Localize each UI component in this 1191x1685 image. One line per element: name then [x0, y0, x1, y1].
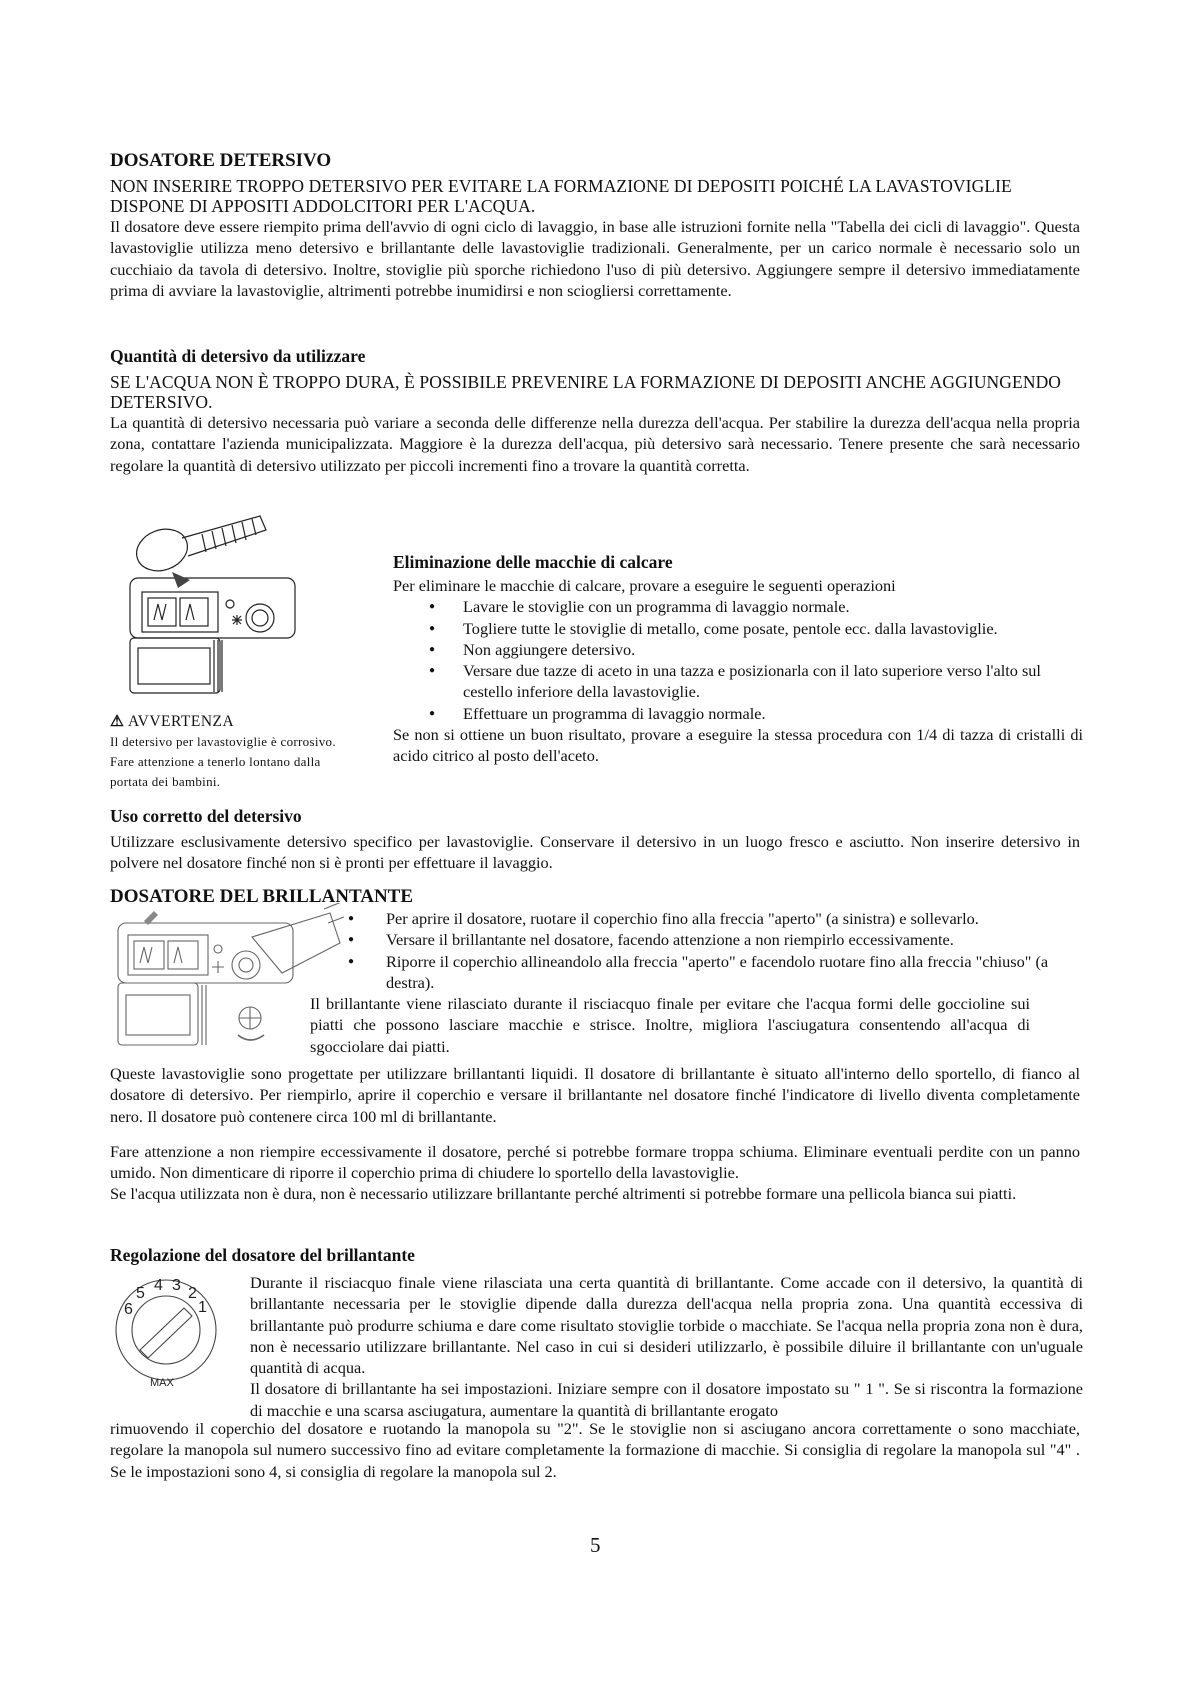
- dial-digit: 3: [172, 1277, 181, 1294]
- rinse-para-1: Queste lavastoviglie sono progettate per utilizzare brillantanti liquidi. Il dosatore di brillantante è situato all'interno dello sportello, di fianco al dosatore di detersivo. Per riempirlo, aprire il coperchio e versare il brillantante nel dosatore finché l'indicatore di livello diventa completamente nero. Il dosatore può contenere circa 100 ml di brillantante.: [110, 1064, 1080, 1126]
- dial-knob: [140, 1308, 192, 1358]
- subtitle-rinse-regulation: Regolazione del dosatore del brillantante: [110, 1245, 415, 1265]
- rinse-steps-list: [348, 908, 1085, 993]
- dial-ring: [116, 1280, 216, 1380]
- regulation-para-1: Durante il risciacquo finale viene rilasciata una certa quantità di brillantante. Come accade con il detersivo, la quantità di brillantante necessaria per le stoviglie dipende dalla durezza dell'acqua nella propria zona. Una quantità eccessiva di brillantante può produrre schiuma e dare come risultato stoviglie torbide o macchiate. Se l'acqua nella propria zona non è dura, non è necessario utilizzare brillantante. Nel caso in cui si desideri utilizzarlo, è possibile diluire il brillantante con un'uguale quantità di acqua.: [250, 1273, 1083, 1378]
- page-number: 5: [590, 1533, 601, 1557]
- quantity-caps-note: SE L'ACQUA NON È TROPPO DURA, È POSSIBILE PREVENIRE LA FORMAZIONE DI DEPOSITI ANCHE AGGIUNGENDO DETERSIVO.: [110, 372, 1062, 412]
- quantity-body-text: La quantità di detersivo necessaria può variare a seconda delle differenze nella durezza dell'acqua. Per stabilire la durezza dell'acqua nella propria zona, contattare l'azienda municipalizzata. Maggiore è la durezza dell'acqua, più detersivo sarà necessario. Tenere presente che sarà necessario regolare la quantità di detersivo utilizzato per piccoli incrementi fino a trovare la quantità corretta.: [110, 413, 1080, 475]
- limescale-step: ● Effettuare un programma di lavaggio normale.: [393, 703, 1083, 724]
- subtitle-detergent-quantity: Quantità di detersivo da utilizzare: [110, 346, 366, 366]
- rinse-para-2: Fare attenzione a non riempire eccessivamente il dosatore, perché si potrebbe formare troppa schiuma. Eliminare eventuali perdite con un panno umido. Non dimenticare di riporre il coperchio prima di chiudere lo sportello della lavastoviglie.: [110, 1141, 1080, 1183]
- detergent-dispenser-block: [110, 176, 1080, 301]
- scoop-bowl: [131, 522, 194, 577]
- dial-digit: 4: [154, 1277, 163, 1294]
- limescale-step: ● Versare due tazze di aceto in una tazza e posizionarla con il lato superiore verso l'alto sul cestello inferiore della lavastoviglie.: [393, 660, 1083, 703]
- limescale-outro: Se non si ottiene un buon risultato, provare a eseguire la stessa procedura con 1/4 di tazza di cristalli di acido citrico al posto dell'aceto.: [393, 725, 1083, 766]
- limescale-step: ● Togliere tutte le stoviglie di metallo, come posate, pentole ecc. dalla lavastoviglie.: [393, 618, 1083, 639]
- rinse-step: ● Riporre il coperchio allineandolo alla freccia "aperto" e facendolo ruotare fino alla freccia "chiuso" (a destra).: [348, 951, 1085, 994]
- detergent-dispenser-illustration: [120, 508, 320, 713]
- limescale-intro: Per eliminare le macchie di calcare, provare a eseguire le seguenti operazioni: [393, 576, 896, 595]
- section-title-detergent-dispenser: DOSATORE DETERSIVO: [110, 150, 332, 171]
- rinse-aid-dial-illustration: [110, 1272, 230, 1392]
- subtitle-limescale-removal: Eliminazione delle macchie di calcare: [393, 552, 673, 572]
- regulation-continuation: [110, 1418, 1080, 1482]
- section-title-rinse-aid-dispenser: DOSATORE DEL BRILLANTANTE: [110, 886, 414, 907]
- subtitle-correct-use: Uso corretto del detersivo: [110, 806, 302, 826]
- dial-digit: 2: [188, 1285, 197, 1302]
- correct-use-text: Utilizzare esclusivamente detersivo specifico per lavastoviglie. Conservare il detersivo in un luogo fresco e asciutto. Non inserire detersivo in polvere nel dosatore finché non si è pronti per effettuare il lavaggio.: [110, 832, 1080, 873]
- detergent-caps-warning: NON INSERIRE TROPPO DETERSIVO PER EVITARE LA FORMAZIONE DI DEPOSITI POICHÉ LA LAVASTOVIGLIE DISPONE DI APPOSITI ADDOLCITORI PER L'ACQUA.: [110, 176, 1012, 216]
- limescale-block: [393, 575, 1083, 767]
- regulation-para-2: Il dosatore di brillantante ha sei impostazioni. Iniziare sempre con il dosatore impostato su " 1 ". Se si riscontra la formazione di macchie e una scarsa asciugatura, aumentare la quantità di brillantante erogato: [250, 1379, 1083, 1420]
- correct-use-block: [110, 831, 1080, 874]
- rinse-step: ● Per aprire il dosatore, ruotare il coperchio fino alla freccia "aperto" (a sinistra) e sollevarlo.: [348, 908, 1085, 929]
- regulation-para-3: rimuovendo il coperchio del dosatore e ruotando la manopola su "2". Se le stoviglie non si asciugano ancora correttamente o sono macchiate, regolare la manopola sul numero successivo fino ad evitare completamente la formazione di macchie. Si consiglia di regolare la manopola sul "4" . Se le impostazioni sono 4, si consiglia di regolare la manopola sul 2.: [110, 1419, 1080, 1481]
- rinse-step: ● Versare il brillantante nel dosatore, facendo attenzione a non riempirlo eccessivamente.: [348, 929, 1085, 950]
- rinse-steps-block: [310, 908, 1085, 1057]
- warning-title-line: [110, 712, 360, 732]
- arrow-icon: [172, 572, 190, 588]
- warning-text: Il detersivo per lavastoviglie è corrosivo. Fare attenzione a tenerlo lontano dalla portata dei bambini.: [110, 734, 336, 789]
- limescale-step: ● Lavare le stoviglie con un programma di lavaggio normale.: [393, 596, 1083, 617]
- warning-triangle-icon: ⚠: [110, 713, 125, 730]
- rinse-para-3: Se l'acqua utilizzata non è dura, non è necessario utilizzare brillantante perché altrimenti si potrebbe formare una pellicola bianca sui piatti.: [110, 1184, 1017, 1204]
- warning-box: [110, 712, 360, 792]
- regulation-right-column: [250, 1272, 1083, 1421]
- warning-title: AVVERTENZA: [127, 713, 235, 730]
- detergent-body-text: Il dosatore deve essere riempito prima dell'avvio di ogni ciclo di lavaggio, in base alle istruzioni fornite nella "Tabella dei cicli di lavaggio". Questa lavastoviglie utilizza meno detersivo e brillantante delle lavastoviglie tradizionali. Generalmente, per un carico normale è necessario solo un cucchiaio da tavola di detersivo. Inoltre, stoviglie più sporche richiedono l'uso di più detersivo. Aggiungere sempre il detersivo immediatamente prima di avviare la lavastoviglie, altrimenti potrebbe inumidirsi e non sciogliersi correttamente.: [110, 217, 1080, 300]
- limescale-steps-list: [393, 596, 1083, 724]
- dial-digit: 1: [198, 1299, 207, 1316]
- dial-digit: 6: [124, 1301, 133, 1318]
- detergent-quantity-block: [110, 372, 1080, 476]
- limescale-step: ● Non aggiungere detersivo.: [393, 639, 1083, 660]
- rinse-after-text: Il brillantante viene rilasciato durante il risciacquo finale per evitare che l'acqua formi delle goccioline sui piatti che possono lasciare macchie e strisce. Inoltre, migliora l'asciugatura consentendo all'acqua di sgocciolare dai piatti.: [310, 994, 1030, 1056]
- dial-digit: 5: [136, 1285, 145, 1302]
- rinse-aid-paragraphs: [110, 1063, 1080, 1205]
- dial-max-label: MAX: [150, 1377, 174, 1389]
